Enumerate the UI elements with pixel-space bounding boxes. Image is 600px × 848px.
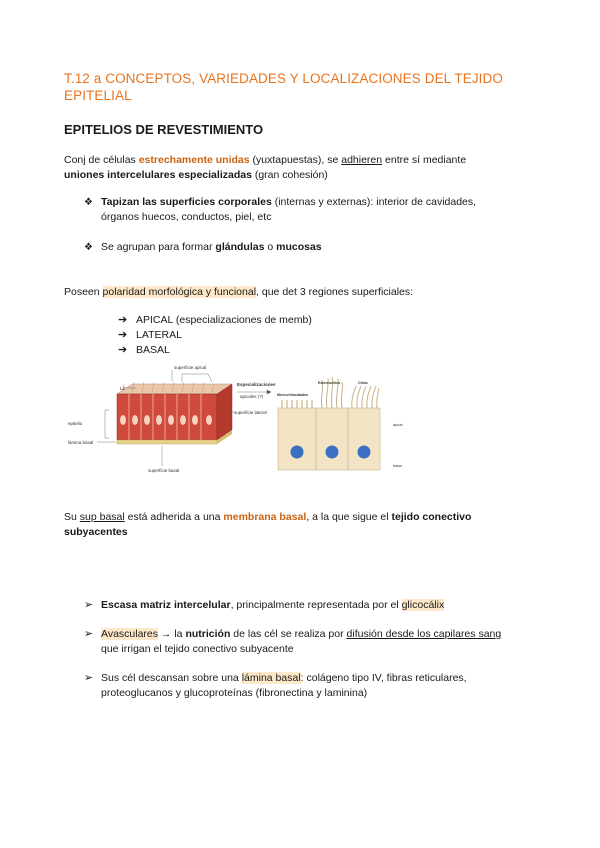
bullet-bold: Tapizan las superficies corporales [101, 196, 272, 208]
region-label: APICAL (especializaciones de memb) [136, 314, 312, 326]
basal-text: está adherida a una [124, 511, 224, 523]
feature-text: : colágeno tipo IV, fibras reticulares, [300, 672, 467, 684]
basal-bold: subyacentes [64, 526, 128, 538]
diamond-bullet-icon: ❖ [84, 242, 93, 253]
bullet-text: (internas y externas): interior de cavidades, [271, 196, 477, 208]
region-label: BASAL [136, 344, 170, 356]
intro-emphasis: estrechamente unidas [138, 154, 250, 166]
feature-text: de las cél se realiza por [230, 628, 347, 640]
feature-text: que irrigan el tejido conectivo subyacente [101, 643, 294, 655]
region-list [118, 313, 312, 358]
label-estereocilios: Estereocilios [318, 381, 341, 385]
feature-text: Sus cél descansan sobre una [101, 672, 242, 684]
section-heading: EPITELIOS DE REVESTIMIENTO [64, 122, 264, 137]
intro-paragraph [64, 153, 544, 183]
bullet-text: Se agrupan para formar [101, 241, 216, 253]
polarity-text: Poseen [64, 286, 103, 298]
basal-emphasis: membrana basal [223, 511, 307, 523]
feature-text: proteoglucanos y glucoproteínas (fibronectina y laminina) [101, 687, 368, 699]
arrow-bullet-icon: ➔ [118, 344, 128, 356]
label-superficie-basal: superficie basal [148, 468, 180, 473]
arrowhead-bullet-icon: ➢ [84, 599, 94, 611]
label-superficie-apical: superficie apical [174, 365, 207, 370]
feature-item [84, 671, 544, 701]
feature-underlined: difusión desde los capilares sang [346, 628, 502, 640]
region-item [118, 328, 312, 343]
intro-underlined: adhieren [341, 154, 383, 166]
bullet-item [84, 240, 524, 255]
arrow-bullet-icon: ➔ [118, 329, 128, 341]
region-item [118, 313, 312, 328]
arrow-bullet-icon: ➔ [118, 314, 128, 326]
apical-specializations-diagram [272, 374, 412, 478]
label-apical: apical [393, 423, 403, 427]
basal-text: Su [64, 511, 80, 523]
feature-highlight: lámina basal [241, 672, 301, 684]
region-item [118, 343, 312, 358]
label-cilios: Cilios [358, 381, 368, 385]
label-epitelio: epitelio [68, 421, 83, 426]
bullet-text: o [264, 241, 277, 253]
intro-text: Conj de células [64, 154, 139, 166]
feature-highlight: Avasculares [101, 628, 159, 640]
basal-paragraph [64, 510, 544, 540]
bullet-bold: glándulas [215, 241, 265, 253]
intro-text: (gran cohesión) [251, 169, 328, 181]
diamond-bullet-icon: ❖ [84, 197, 93, 208]
intro-text: (yuxtapuestas), se [249, 154, 342, 166]
arrowhead-bullet-icon: ➢ [84, 628, 94, 640]
bullet-text: órganos huecos, conductos, piel, etc [101, 211, 272, 223]
feature-item [84, 598, 544, 613]
label-lz: LZ [120, 386, 126, 391]
bullet-bold: mucosas [276, 241, 322, 253]
region-label: LATERAL [136, 329, 182, 341]
basal-bold: tejido conectivo [391, 511, 472, 523]
feature-text: , principalmente representada por el [230, 599, 402, 611]
label-lamina-basal: lámina basal [68, 440, 94, 445]
feature-bold: Escasa matriz intercelular [101, 599, 231, 611]
feature-highlight: glicocálix [401, 599, 445, 611]
feature-item [84, 627, 554, 657]
polarity-highlight: polaridad morfológica y funcional [102, 286, 257, 298]
label-apicales: apicales (?) [240, 394, 264, 399]
label-basal: basal [393, 464, 402, 468]
basal-underlined: sup basal [79, 511, 125, 523]
epithelium-diagram [62, 362, 292, 480]
intro-bold: uniones intercelulares especializadas [64, 169, 252, 181]
label-especializaciones: Especializaciones [237, 382, 276, 387]
arrowhead-bullet-icon: ➢ [84, 672, 94, 684]
basal-text: , a la que sigue el [306, 511, 392, 523]
polarity-text: , que det 3 regiones superficiales: [256, 286, 414, 298]
page-title: T.12 a CONCEPTOS, VARIEDADES Y LOCALIZACIONES DEL TEJIDO EPITELIAL [64, 71, 503, 103]
intro-text: entre sí mediante [382, 154, 467, 166]
label-microvellosidades: Microvellosidades [277, 393, 309, 397]
polarity-paragraph [64, 285, 544, 300]
label-superficie-lateral: superficie lateral [234, 410, 267, 415]
feature-text: → la [158, 628, 186, 640]
feature-bold: nutrición [185, 628, 231, 640]
bullet-item [84, 195, 524, 225]
